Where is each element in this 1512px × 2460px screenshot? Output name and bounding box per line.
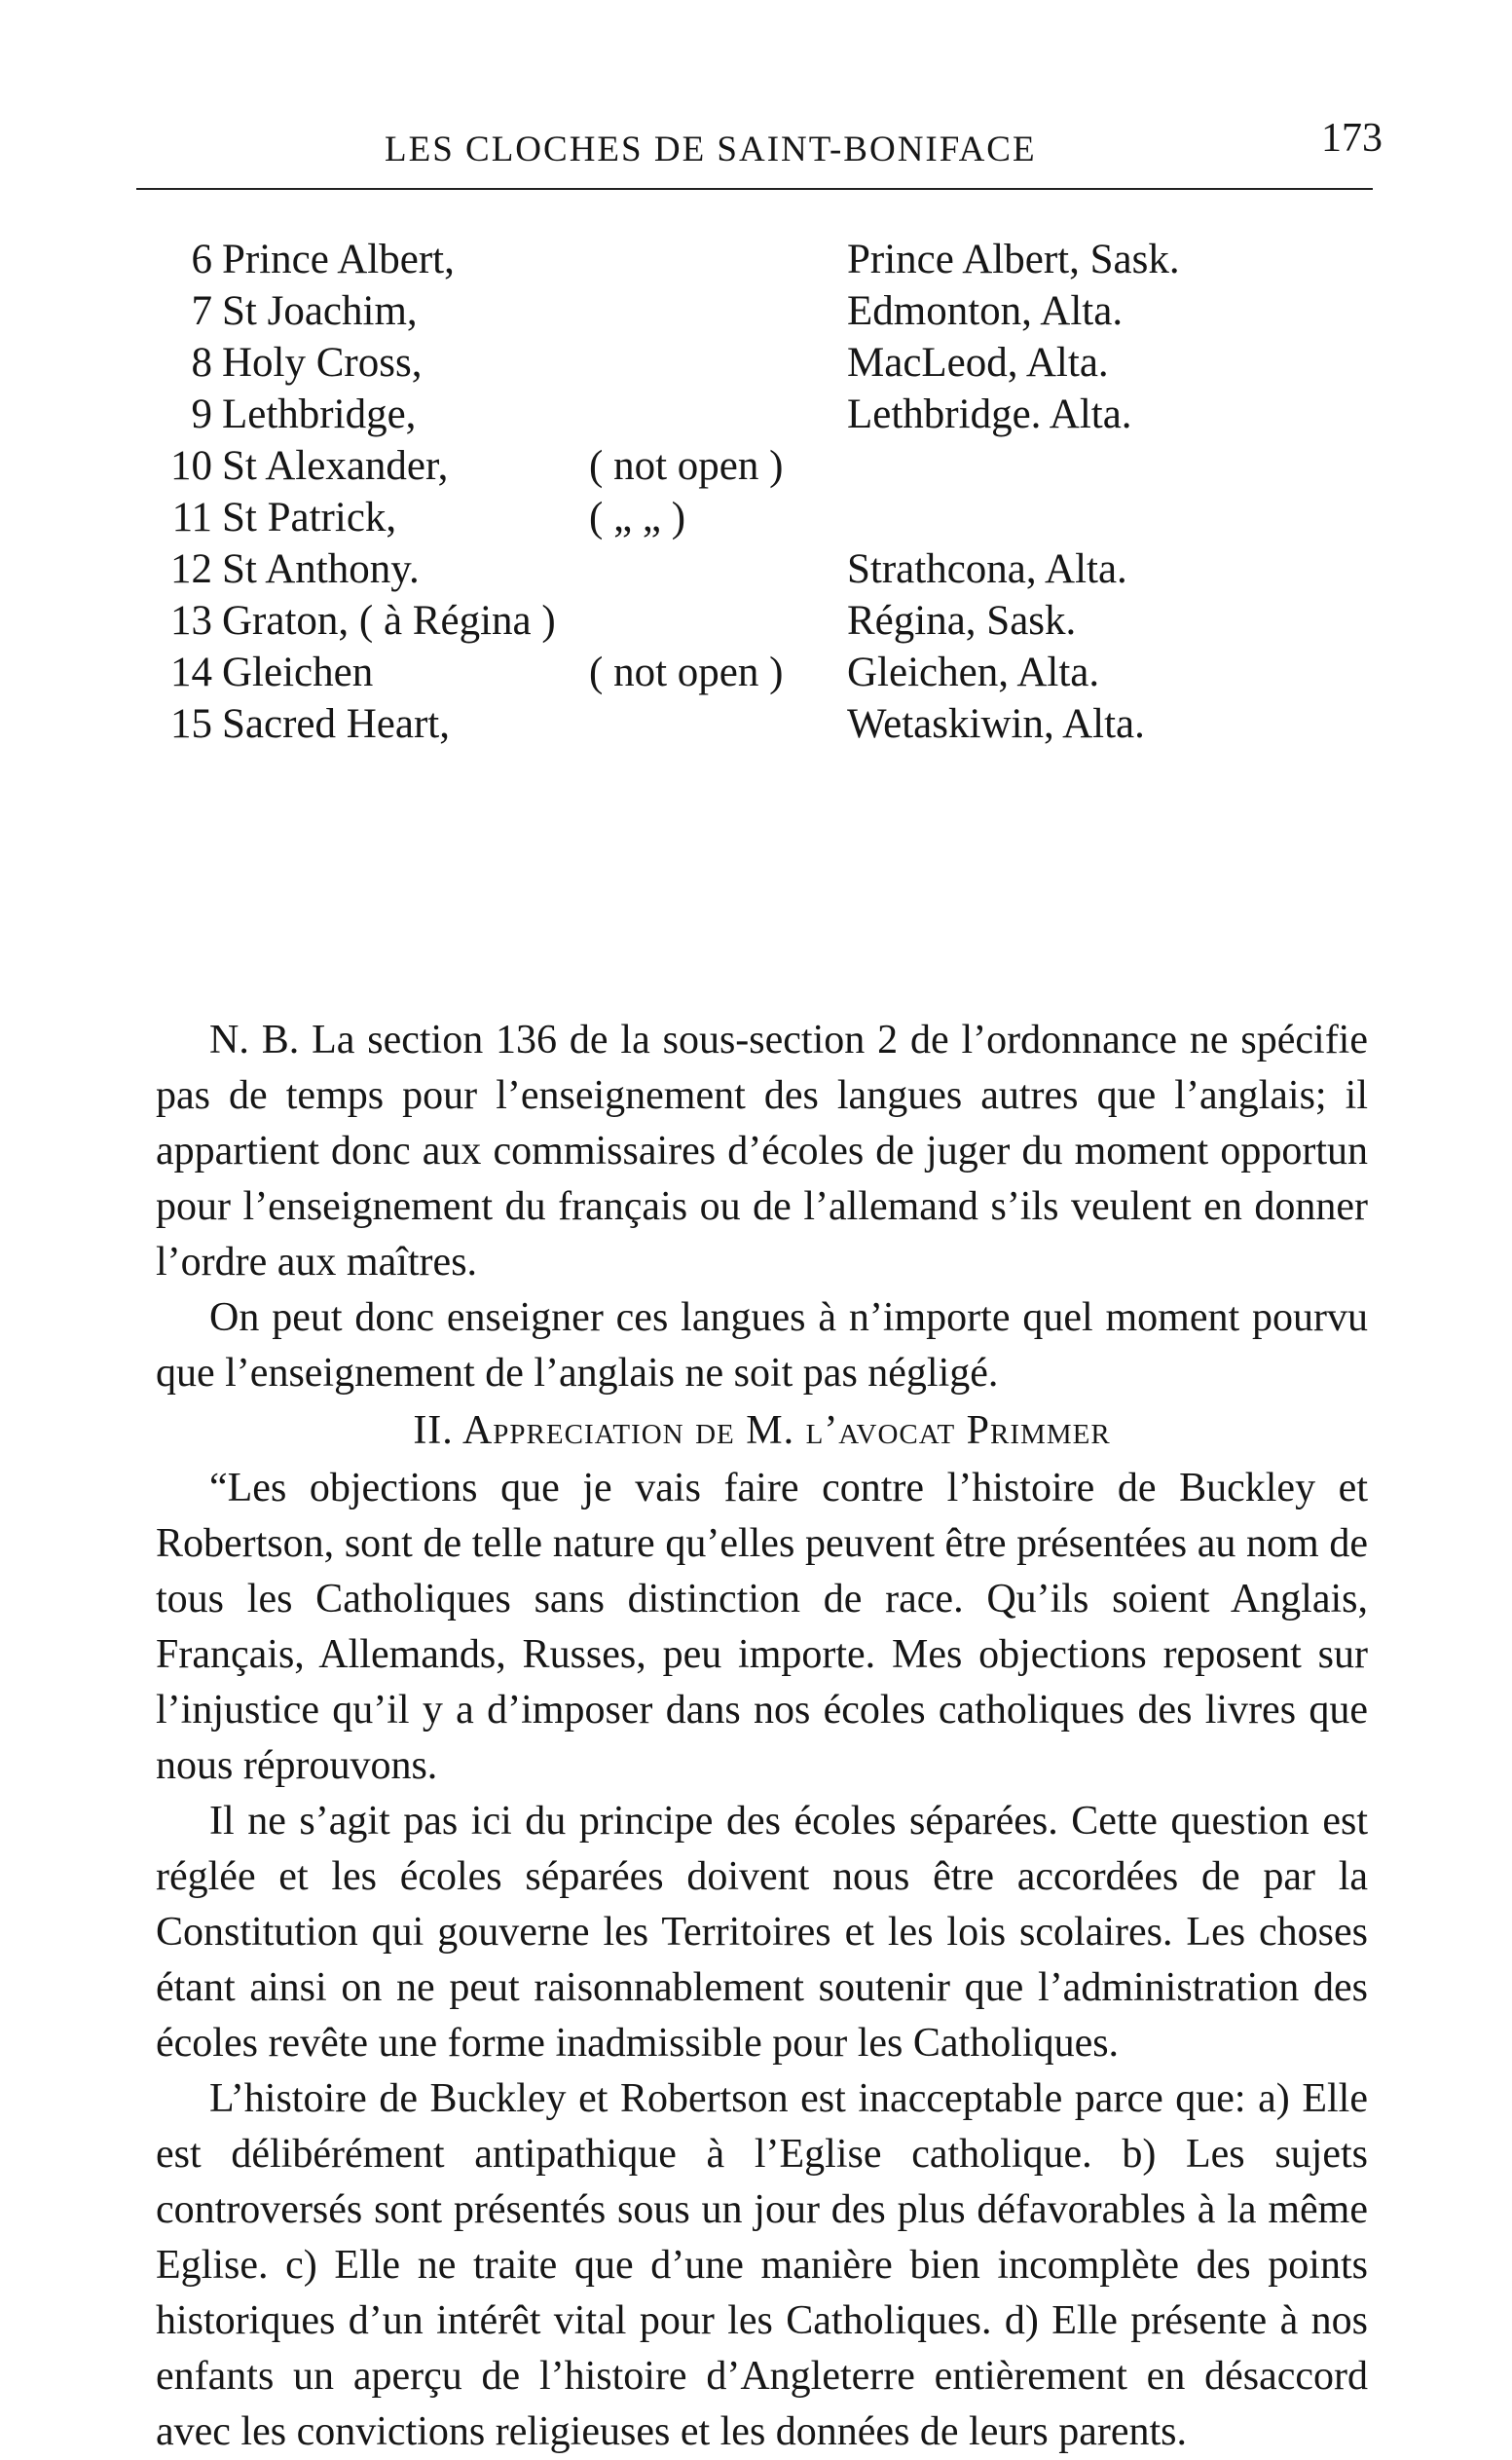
district-location: Strathcona, Alta. (847, 546, 1127, 592)
district-note: ( not open ) (589, 443, 784, 489)
header-rule (136, 188, 1373, 190)
district-number: 6 (191, 237, 212, 282)
district-location: Edmonton, Alta. (847, 288, 1124, 334)
district-number: 10 (170, 443, 212, 489)
district-name: Prince Albert, (222, 237, 455, 282)
district-number: 15 (170, 701, 212, 747)
district-row (156, 234, 1363, 285)
district-number: 13 (170, 598, 212, 644)
body-text (156, 1013, 1368, 2460)
paragraph: L’histoire de Buckley et Robertson est inacceptable parce que: a) Elle est délibérément antipathique à l’Eglise catholique. b) Les sujets controversés sont présentés sous un jour des plus défavorables à la même Eglise. c) Elle ne traite que d’une manière bien incomplète des points historiques d’un intérêt vital pour les Catholiques. d) Elle présente à nos enfants un aperçu de l’histoire d’Angleterre entièrement en désaccord avec les convictions religieuses et les données de leurs parents. (156, 2076, 1368, 2454)
district-number: 12 (170, 546, 212, 592)
district-location: Régina, Sask. (847, 598, 1077, 644)
district-row (156, 285, 1363, 337)
district-name: St Alexander, (222, 443, 449, 489)
district-list (156, 234, 1363, 750)
district-name: St Anthony. (222, 546, 420, 592)
district-location: Prince Albert, Sask. (847, 237, 1180, 282)
district-name: Sacred Heart, (222, 701, 450, 747)
district-location: Gleichen, Alta. (847, 650, 1100, 695)
district-number: 7 (191, 288, 212, 334)
district-name: St Joachim, (222, 288, 418, 334)
district-note: ( not open ) (589, 650, 784, 695)
district-row (156, 492, 1363, 543)
district-number: 11 (171, 495, 212, 540)
district-row (156, 440, 1363, 492)
page-number: 173 (1321, 116, 1383, 161)
district-name: Gleichen (222, 650, 374, 695)
district-row (156, 595, 1363, 647)
section-heading: II. Appreciation de M. l’avocat Primmer (413, 1408, 1111, 1453)
district-name: Graton, ( à Régina ) (222, 598, 556, 644)
nb-paragraph: N. B. La section 136 de la sous-section 2 de l’ordonnance ne spécifie pas de temps pour l’enseignement des langues autres que l’anglais; il appartient donc aux commissaires d’écoles de juger du moment opportun pour l’enseignement du français ou de l’allemand s’ils veulent en donner l’ordre aux maîtres. (156, 1018, 1368, 1285)
district-name: Lethbridge, (222, 391, 417, 437)
district-row (156, 698, 1363, 750)
district-number: 8 (191, 340, 212, 386)
district-note: ( „ „ ) (589, 495, 686, 540)
paragraph: Il ne s’agit pas ici du principe des écoles séparées. Cette question est réglée et les écoles séparées doivent nous être accordées de par la Constitution qui gouverne les Territoires et les lois scolaires. Les choses étant ainsi on ne peut raisonnablement soutenir que l’administration des écoles revête une forme inadmissible pour les Catholiques. (156, 1799, 1368, 2066)
district-number: 14 (170, 650, 212, 695)
district-location: Lethbridge. Alta. (847, 391, 1132, 437)
district-row (156, 647, 1363, 698)
district-row (156, 337, 1363, 389)
district-number: 9 (191, 391, 212, 437)
district-name: St Patrick, (222, 495, 397, 540)
running-head (136, 115, 1383, 173)
running-title: LES CLOCHES DE SAINT-BONIFACE (385, 130, 1037, 169)
district-location: MacLeod, Alta. (847, 340, 1109, 386)
paragraph: “Les objections que je vais faire contre l’histoire de Buckley et Robertson, sont de telle nature qu’elles peuvent être présentées au nom de tous les Catholiques sans distinction de race. Qu’ils soient Anglais, Français, Allemands, Russes, peu importe. Mes objections reposent sur l’injustice qu’il y a d’imposer dans nos écoles catholiques des livres que nous réprouvons. (156, 1466, 1368, 1788)
paragraph: On peut donc enseigner ces langues à n’importe quel moment pourvu que l’enseignement de l’anglais ne soit pas négligé. (156, 1295, 1368, 1396)
district-row (156, 543, 1363, 595)
district-name: Holy Cross, (222, 340, 423, 386)
district-location: Wetaskiwin, Alta. (847, 701, 1145, 747)
district-row (156, 389, 1363, 440)
